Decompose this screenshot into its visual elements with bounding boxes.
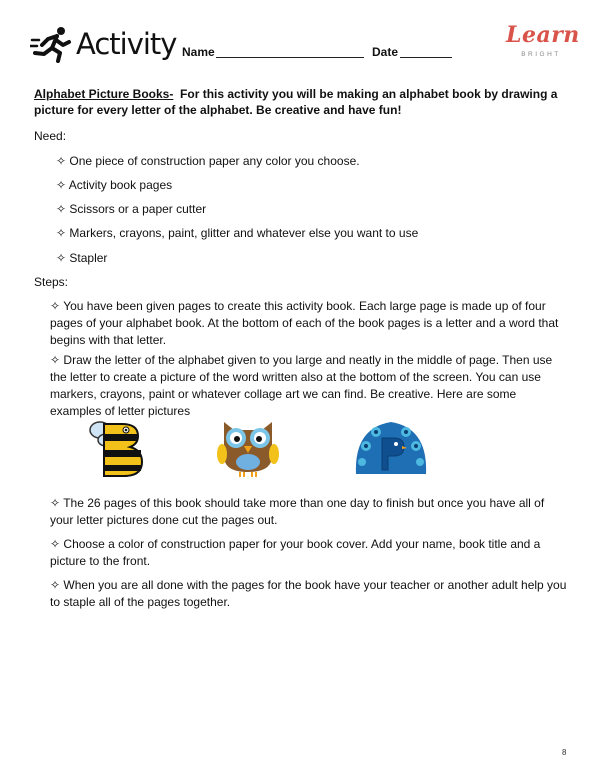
sparkle-bullet-icon: ✧ xyxy=(56,226,67,240)
steps-label: Steps: xyxy=(34,275,69,289)
intro-lead: Alphabet Picture Books- xyxy=(34,87,174,101)
date-label: Date xyxy=(372,45,399,59)
running-person-icon xyxy=(30,26,72,64)
step-paragraph: ✧ You have been given pages to create this activity book. Each large page is made up of four pages of your alphabet book. At the bottom of each of the book pages is a letter and a word that begins with that letter. xyxy=(50,299,559,347)
page-number: 8 xyxy=(562,748,567,757)
sparkle-bullet-icon: ✧ xyxy=(56,251,67,265)
step-paragraph: ✧ The 26 pages of this book should take more than one day to finish but once you have all of your letter pictures done cut the pages out. xyxy=(50,496,545,527)
intro-paragraph xyxy=(34,86,568,118)
sparkle-bullet-icon: ✧ xyxy=(56,178,67,192)
date-field[interactable] xyxy=(400,57,452,58)
intro-text: For this activity you will be making an alphabet book by drawing a picture for every letter of the alphabet. Be creative and have fun! xyxy=(34,87,558,117)
logo-word: Learn xyxy=(506,22,580,48)
need-label: Need: xyxy=(34,129,67,143)
list-item: ✧ Activity book pages xyxy=(56,178,173,192)
sparkle-bullet-icon: ✧ xyxy=(56,154,67,168)
list-item: ✧ Markers, crayons, paint, glitter and whatever else you want to use xyxy=(56,226,419,240)
owl-letter-o-icon xyxy=(214,416,282,478)
sparkle-bullet-icon: ✧ xyxy=(50,299,61,313)
sparkle-bullet-icon: ✧ xyxy=(50,537,61,551)
list-item: ✧ One piece of construction paper any color you choose. xyxy=(56,154,360,168)
sparkle-bullet-icon: ✧ xyxy=(50,496,61,510)
logo-subtext: BRIGHT xyxy=(521,51,561,58)
learn-bright-logo xyxy=(506,22,580,66)
name-label: Name xyxy=(182,45,215,59)
list-item: ✧ Scissors or a paper cutter xyxy=(56,202,207,216)
page-title: Activity xyxy=(76,27,177,61)
name-field[interactable] xyxy=(216,57,364,58)
sparkle-bullet-icon: ✧ xyxy=(56,202,67,216)
step-paragraph: ✧ Choose a color of construction paper for your book cover. Add your name, book title and a picture to the front. xyxy=(50,537,541,568)
peacock-letter-p-icon xyxy=(352,418,430,476)
bee-letter-b-icon xyxy=(86,416,148,480)
sparkle-bullet-icon: ✧ xyxy=(50,578,61,592)
step-paragraph: ✧ When you are all done with the pages for the book have your teacher or another adult help you to staple all of the pages together. xyxy=(50,578,567,609)
sparkle-bullet-icon: ✧ xyxy=(50,353,61,367)
step-paragraph: ✧ Draw the letter of the alphabet given to you large and neatly in the middle of page. Then use the letter to create a picture of the word written also at the bottom of the screen. You can use markers, crayons, paint or whatever collage art we can find. Be creative. Here are some examples of letter pictures xyxy=(50,353,553,418)
list-item: ✧ Stapler xyxy=(56,251,108,265)
